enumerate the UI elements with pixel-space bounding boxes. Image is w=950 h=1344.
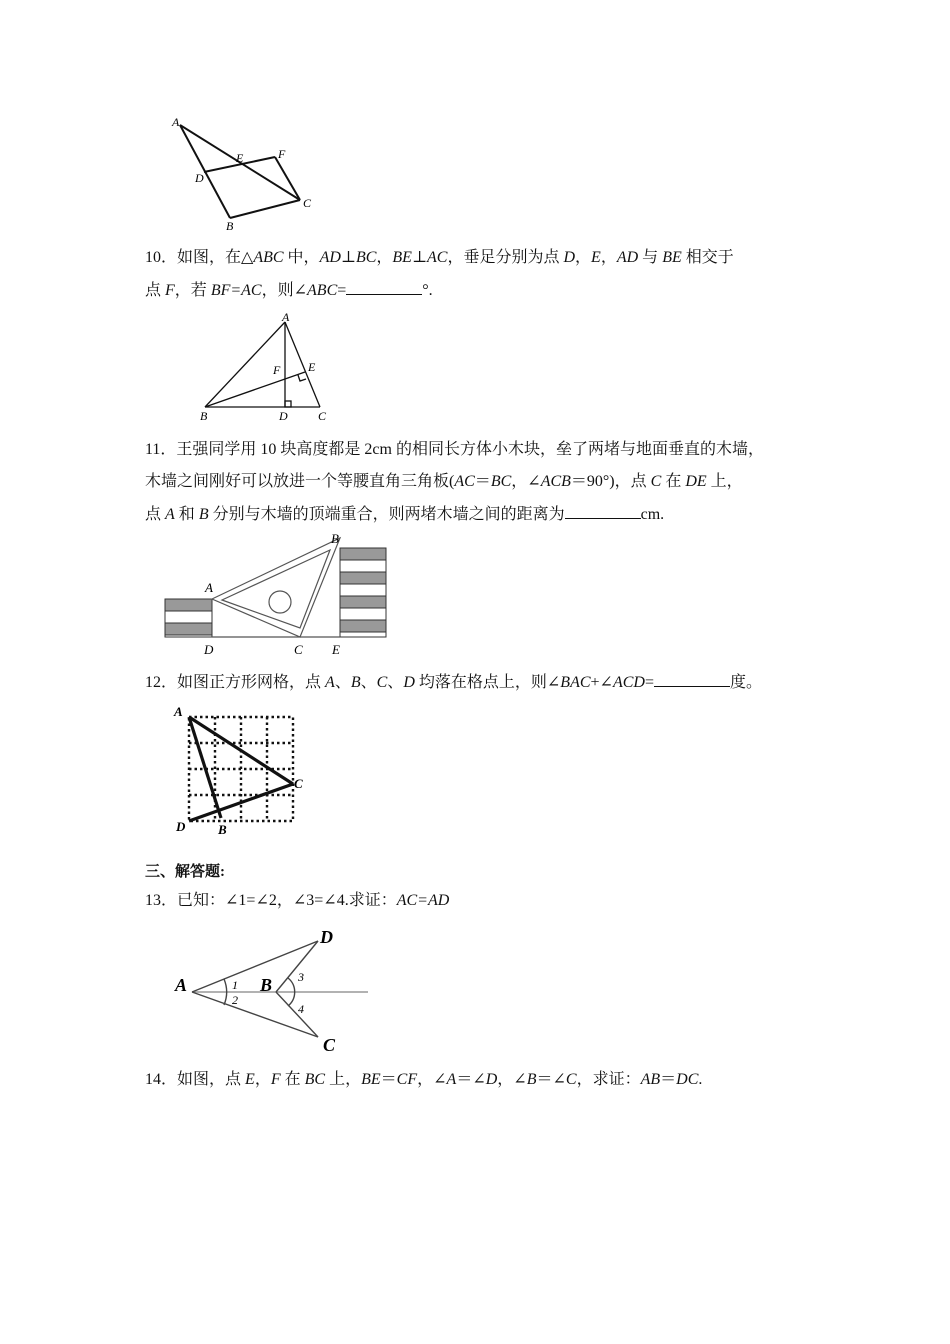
label-b: B: [226, 219, 234, 233]
right-wall-block-7: [340, 620, 386, 632]
segment-be: [205, 372, 305, 407]
figure-q13: [170, 925, 375, 1060]
left-wall-block-2: [165, 611, 212, 623]
section-heading-answers: 三、解答题:: [145, 864, 225, 880]
answer-blank-q11[interactable]: [565, 504, 641, 519]
label-d: D: [204, 642, 214, 657]
figure-q9: [160, 110, 330, 235]
label-e: E: [332, 642, 340, 657]
label-angle-3: 3: [298, 970, 304, 984]
right-wall-block-6: [340, 608, 386, 620]
label-b: B: [331, 531, 339, 546]
label-angle-4: 4: [298, 1002, 304, 1016]
right-wall-block-3: [340, 572, 386, 584]
label-e: E: [308, 360, 316, 374]
label-angle-2: 2: [232, 993, 238, 1007]
q10-line2: 点 F，若 BF=AC，则∠ABC= °.: [145, 282, 433, 299]
left-wall-block-1: [165, 599, 212, 611]
answer-blank-q12[interactable]: [654, 672, 730, 687]
q11-line3: 点 A 和 B 分别与木墙的顶端重合，则两堵木墙之间的距离为 cm.: [145, 506, 665, 523]
label-a: A: [205, 580, 213, 595]
answer-blank-q10[interactable]: [346, 280, 422, 295]
q12-line: 12．如图正方形网格，点 A、B、C、D 均落在格点上，则∠BAC+∠ACD= 度。: [145, 674, 762, 691]
figure-q11: [160, 530, 395, 662]
q14-line: 14．如图，点 E，F 在 BC 上，BE＝CF，∠A＝∠D，∠B＝∠C，求证：AB＝DC.: [145, 1071, 703, 1088]
left-wall-block-4: [165, 635, 212, 637]
q11-line1: 11．王强同学用 10 块高度都是 2cm 的相同长方体小木块，垒了两堵与地面垂直的木墙，: [145, 441, 764, 458]
label-c: C: [323, 1035, 336, 1055]
label-c: C: [294, 776, 303, 791]
triangle-inner: [222, 550, 330, 628]
label-c: C: [303, 196, 312, 210]
label-d: D: [176, 819, 186, 834]
label-a: A: [172, 115, 180, 129]
segment-fc: [275, 157, 300, 200]
label-d: D: [279, 409, 288, 423]
segment-ad: [192, 941, 318, 992]
triangle-hole: [269, 591, 291, 613]
right-wall-block-8: [340, 632, 386, 637]
label-a: A: [282, 312, 290, 324]
label-f: F: [278, 147, 286, 161]
label-e: E: [236, 151, 244, 165]
triangle-outer: [212, 538, 340, 637]
label-a: A: [175, 975, 188, 995]
segment-bc: [276, 992, 318, 1037]
q11-line2: 木墙之间刚好可以放进一个等腰直角三角板(AC＝BC，∠ACB＝90°)，点 C 在 DE 上，: [145, 473, 743, 490]
label-a: A: [174, 704, 183, 719]
label-c: C: [318, 409, 327, 423]
label-d: D: [320, 927, 333, 947]
label-b: B: [218, 822, 227, 837]
q10-line1: 10．如图，在△ABC 中，AD⊥BC，BE⊥AC，垂足分别为点 D，E，AD 与 BE 相交于: [145, 249, 734, 266]
label-angle-1: 1: [232, 978, 238, 992]
figure-q12: [170, 700, 310, 840]
label-b: B: [260, 975, 273, 995]
right-angle-d: [285, 401, 291, 407]
right-wall-block-4: [340, 584, 386, 596]
right-wall-block-2: [340, 560, 386, 572]
label-d: D: [195, 171, 204, 185]
left-wall-block-3: [165, 623, 212, 635]
segment-bd: [276, 941, 318, 992]
figure-q10: [195, 312, 340, 430]
label-f: F: [273, 363, 281, 377]
label-b: B: [200, 409, 208, 423]
segment-bc: [230, 200, 300, 218]
right-angle-e: [298, 375, 306, 381]
label-c: C: [294, 642, 303, 657]
right-wall-block-1: [340, 548, 386, 560]
right-wall-block-5: [340, 596, 386, 608]
q13-line: 13．已知：∠1=∠2，∠3=∠4.求证：AC=AD: [145, 892, 450, 909]
